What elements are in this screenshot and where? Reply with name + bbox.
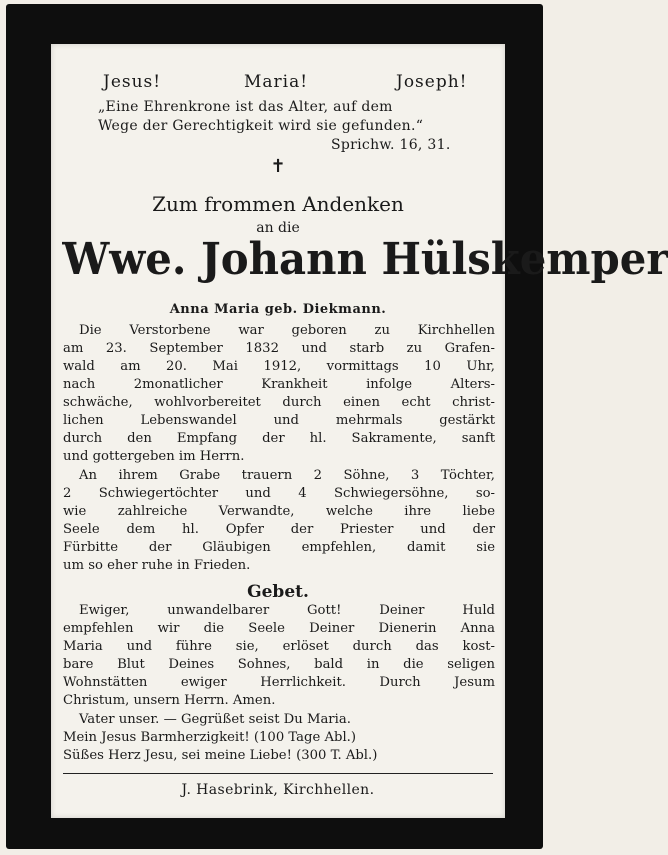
biography-line: durch den Empfang der hl. Sakramente, sanft bbox=[63, 431, 495, 446]
mourners-line: um so eher ruhe in Frieden. bbox=[63, 558, 251, 573]
closing-line: Süßes Herz Jesu, sei meine Liebe! (300 T. Abl.) bbox=[63, 748, 378, 763]
deceased-name: Wwe. Johann Hülskemper bbox=[62, 234, 668, 285]
mourning-card-border bbox=[6, 4, 668, 849]
closing-line: Vater unser. — Gegrüßet seist Du Maria. bbox=[79, 712, 351, 727]
biography-paragraph bbox=[63, 322, 495, 466]
closing-prayers bbox=[63, 711, 495, 765]
prayer-line: Wohnstätten ewiger Herrlichkeit. Durch Jesum bbox=[63, 675, 495, 690]
invocation-joseph: Joseph! bbox=[396, 72, 468, 92]
biography-line: und gottergeben im Herrn. bbox=[63, 449, 245, 464]
cross-icon: ✝ bbox=[270, 156, 286, 177]
mourners-line: Fürbitte der Gläubigen empfehlen, damit sie bbox=[63, 540, 495, 555]
biography-line: schwäche, wohlvorbereitet durch einen echt christ- bbox=[63, 395, 495, 410]
biography-line: Die Verstorbene war geboren zu Kirchhellen bbox=[79, 323, 495, 338]
biography-line: nach 2monatlicher Krankheit infolge Alters- bbox=[63, 377, 495, 392]
prayer-line: bare Blut Deines Sohnes, bald in die seligen bbox=[63, 657, 495, 672]
biography-line: wald am 20. Mai 1912, vormittags 10 Uhr, bbox=[63, 359, 495, 374]
prayer-line: empfehlen wir die Seele Deiner Dienerin Anna bbox=[63, 621, 495, 636]
invocation-maria: Maria! bbox=[244, 72, 309, 92]
biography-line: lichen Lebenswandel und mehrmals gestärkt bbox=[63, 413, 495, 428]
memorial-heading-an-die: an die bbox=[256, 220, 300, 236]
closing-line: Mein Jesus Barmherzigkeit! (100 Tage Abl.) bbox=[63, 730, 356, 745]
prayer-paragraph bbox=[63, 602, 495, 710]
quote-source: Sprichw. 16, 31. bbox=[331, 137, 451, 153]
prayer-title: Gebet. bbox=[247, 582, 309, 602]
biography-line: am 23. September 1832 und starb zu Grafen- bbox=[63, 341, 495, 356]
mourners-paragraph bbox=[63, 467, 495, 575]
memorial-heading: Zum frommen Andenken bbox=[152, 192, 404, 216]
quote-line-1: „Eine Ehrenkrone ist das Alter, auf dem bbox=[98, 99, 393, 115]
quote-line-2: Wege der Gerechtigkeit wird sie gefunden.“ bbox=[98, 118, 424, 134]
mourners-line: wie zahlreiche Verwandte, welche ihre liebe bbox=[63, 504, 495, 519]
mourners-line: Seele dem hl. Opfer der Priester und der bbox=[63, 522, 495, 537]
divider-rule bbox=[63, 773, 493, 774]
mourners-line: 2 Schwiegertöchter und 4 Schwiegersöhne, so- bbox=[63, 486, 495, 501]
prayer-line: Christum, unsern Herrn. Amen. bbox=[63, 693, 276, 708]
mourners-line: An ihrem Grabe trauern 2 Söhne, 3 Töchter, bbox=[79, 468, 495, 483]
memorial-card bbox=[51, 44, 668, 818]
printer-imprint: J. Hasebrink, Kirchhellen. bbox=[181, 782, 375, 798]
prayer-line: Ewiger, unwandelbarer Gott! Deiner Huld bbox=[79, 603, 495, 618]
deceased-maiden-name: Anna Maria geb. Diekmann. bbox=[169, 302, 387, 317]
prayer-line: Maria und führe sie, erlöset durch das kost- bbox=[63, 639, 495, 654]
invocation-jesus: Jesus! bbox=[103, 72, 162, 92]
